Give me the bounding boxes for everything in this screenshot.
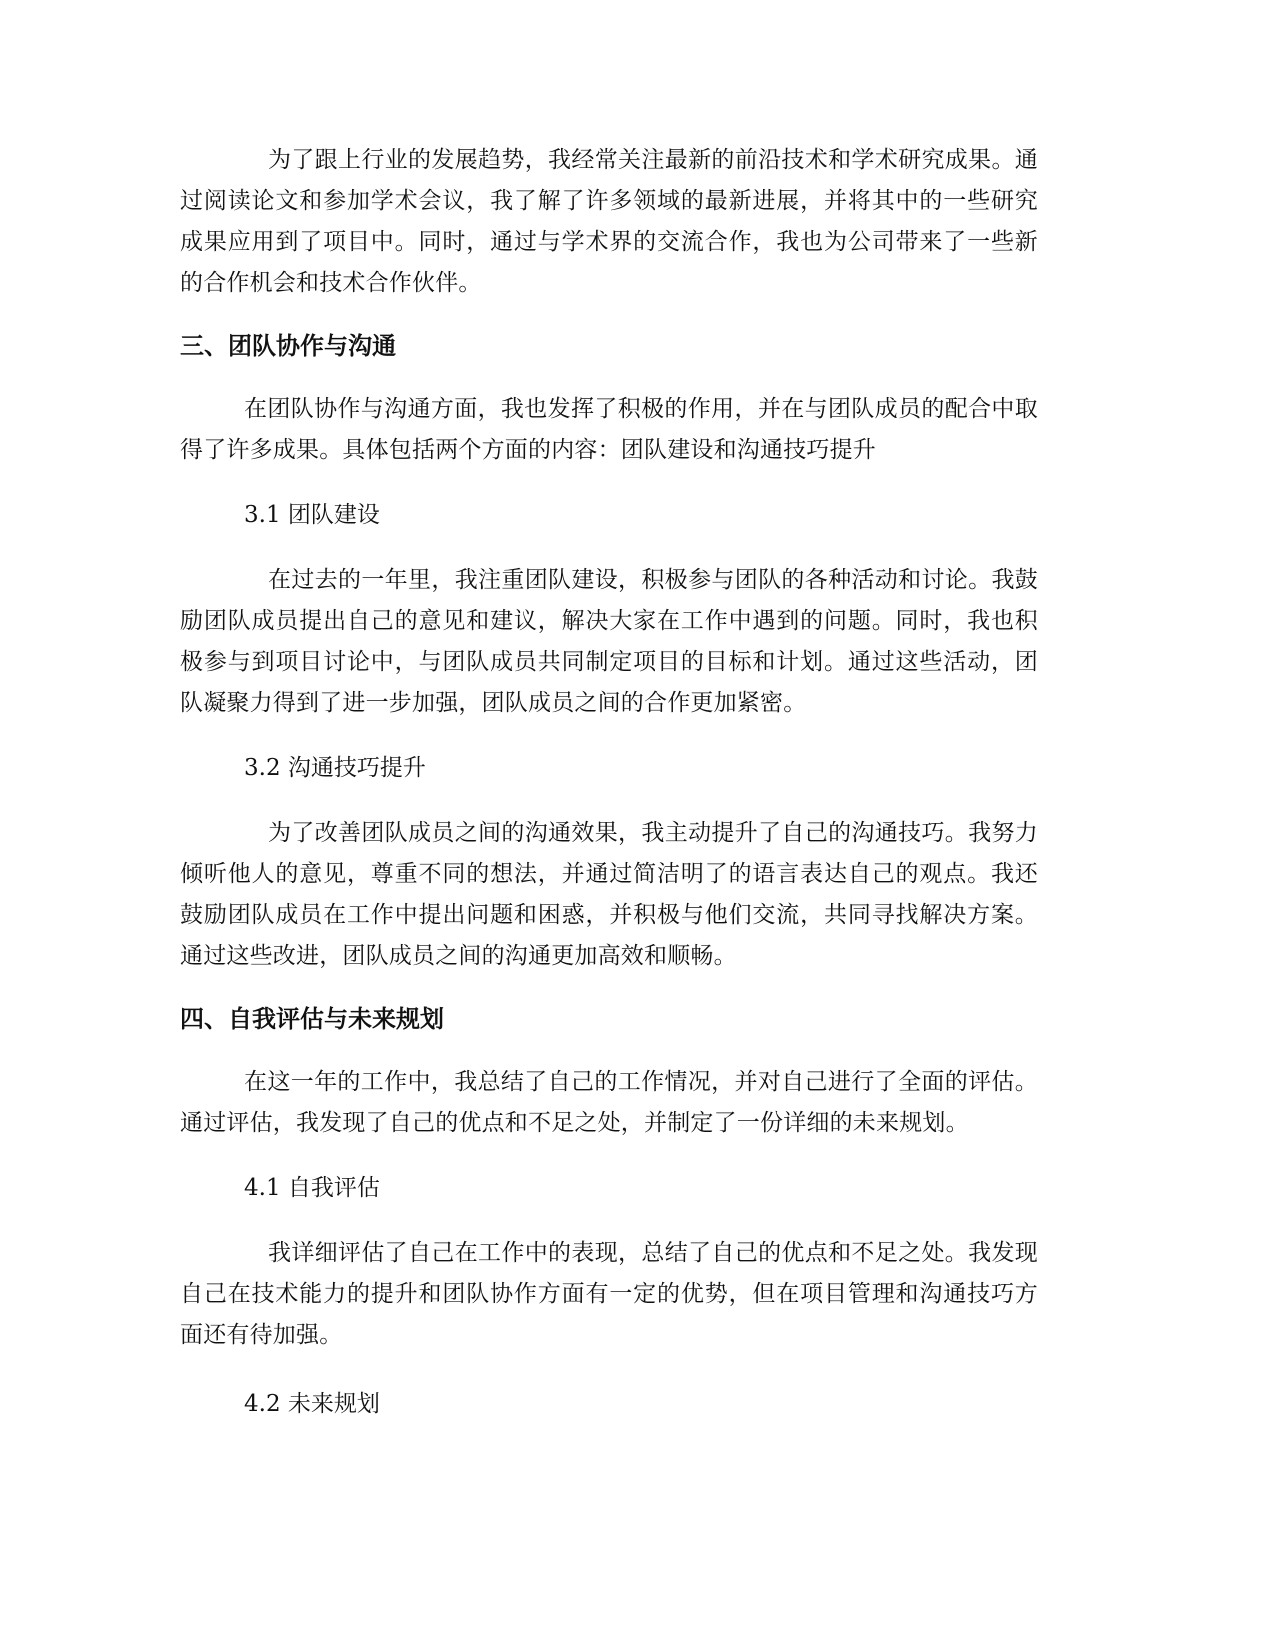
subheading-4-1: 4.1 自我评估 [244,1175,380,1201]
spacer [180,977,1038,999]
section-heading-4: 四、自我评估与未来规划 [180,1005,444,1033]
spacer [180,1356,1038,1384]
spacer [180,367,1038,389]
section-3-intro-paragraph: 在团队协作与沟通方面，我也发挥了积极的作用，并在与团队成员的配合中取得了许多成果。具体包括两个方面的内容：团队建设和沟通技巧提升 [180,396,1038,463]
subheading-3-1: 3.1 团队建设 [244,502,380,528]
section-4-intro-paragraph: 在这一年的工作中，我总结了自己的工作情况，并对自己进行了全面的评估。通过评估，我发现了自己的优点和不足之处，并制定了一份详细的未来规划。 [180,1069,1038,1136]
spacer [180,1144,1038,1168]
spacer [180,724,1038,748]
spacer [180,1209,1038,1233]
subheading-4-2: 4.2 未来规划 [244,1391,380,1417]
spacer [180,789,1038,813]
subsection-3-1-paragraph: 在过去的一年里，我注重团队建设，积极参与团队的各种活动和讨论。我鼓励团队成员提出自己的意见和建议，解决大家在工作中遇到的问题。同时，我也积极参与到项目讨论中，与团队成员共同制定项目的目标和计划。通过这些活动，团队凝聚力得到了进一步加强，团队成员之间的合作更加紧密。 [180,567,1038,716]
spacer [180,471,1038,495]
spacer [180,1040,1038,1062]
subheading-3-2: 3.2 沟通技巧提升 [244,755,426,781]
spacer [180,536,1038,560]
document-page [180,140,1038,1425]
spacer [180,304,1038,326]
section-heading-3: 三、团队协作与沟通 [180,332,396,360]
subsection-3-2-paragraph: 为了改善团队成员之间的沟通效果，我主动提升了自己的沟通技巧。我努力倾听他人的意见，尊重不同的想法，并通过简洁明了的语言表达自己的观点。我还鼓励团队成员在工作中提出问题和困惑，并积极与他们交流，共同寻找解决方案。通过这些改进，团队成员之间的沟通更加高效和顺畅。 [180,820,1038,969]
intro-paragraph: 为了跟上行业的发展趋势，我经常关注最新的前沿技术和学术研究成果。通过阅读论文和参加学术会议，我了解了许多领域的最新进展，并将其中的一些研究成果应用到了项目中。同时，通过与学术界的交流合作，我也为公司带来了一些新的合作机会和技术合作伙伴。 [180,147,1038,296]
subsection-4-1-paragraph: 我详细评估了自己在工作中的表现，总结了自己的优点和不足之处。我发现自己在技术能力的提升和团队协作方面有一定的优势，但在项目管理和沟通技巧方面还有待加强。 [180,1240,1038,1348]
